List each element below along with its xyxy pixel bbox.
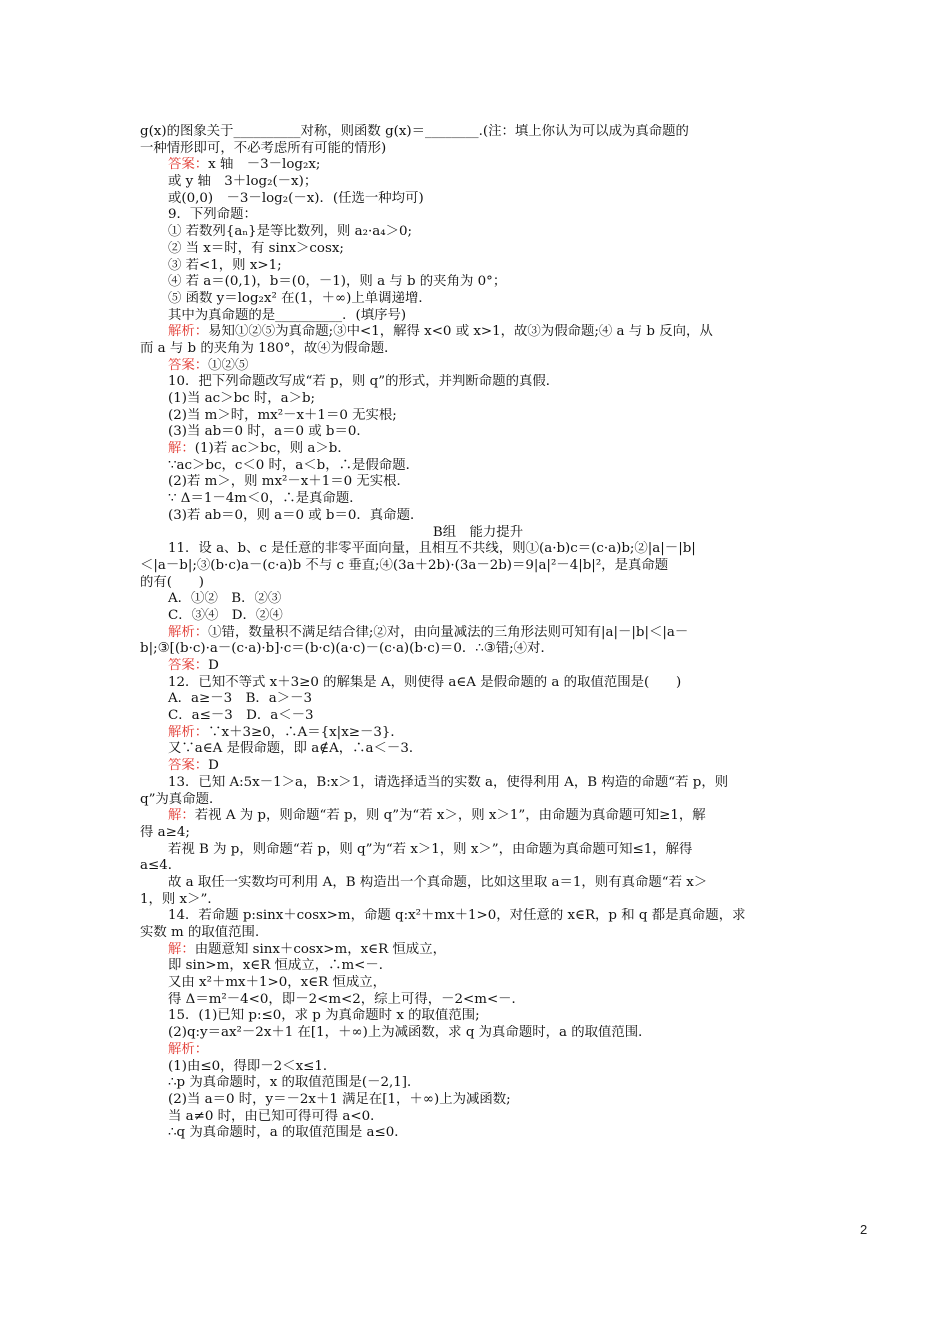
text-line [140, 691, 816, 708]
line-text: 由题意知 sinx＋cosx>m，x∈R 恒成立， [194, 941, 446, 957]
text-line [140, 758, 816, 775]
line-text: C．③④ D．②④ [168, 607, 283, 623]
text-line [140, 1025, 816, 1042]
text-line [140, 658, 816, 675]
text-line [140, 708, 816, 725]
line-text: ①②⑤ [208, 357, 249, 373]
line-text: 即 sin>m，x∈R 恒成立，∴m<－． [168, 958, 393, 974]
line-text: (3)当 ab＝0 时，a＝0 或 b＝0． [168, 424, 370, 440]
text-line [140, 157, 816, 174]
line-text: 一种情形即可，不必考虑所有可能的情形) [140, 140, 387, 156]
text-line [140, 424, 816, 441]
line-text: 的有( ) [140, 574, 205, 590]
line-text: x 轴 －3－log₂x; [208, 157, 321, 173]
text-line [140, 141, 816, 158]
text-line [140, 458, 816, 475]
line-text: 实数 m 的取值范围． [140, 925, 269, 940]
line-text: ⑤ 函数 y＝log₂x² 在(1，＋∞)上单调递增． [168, 290, 432, 306]
line-text: (2)若 m＞，则 mx²－x＋1＝0 无实根． [168, 474, 410, 490]
line-text: 而 a 与 b 的夹角为 180°，故④为假命题． [140, 340, 398, 356]
text-line [140, 408, 816, 425]
page-number: 2 [860, 1222, 868, 1237]
line-text: (2)当 m＞时，mx²－x＋1＝0 无实根; [168, 407, 397, 423]
text-line [140, 858, 816, 875]
line-text: ② 当 x＝时，有 sinx＞cosx; [168, 240, 344, 256]
document-body [140, 124, 816, 1142]
line-text: A．①② B．②③ [168, 591, 282, 607]
line-text: ④ 若 a＝(0,1)，b＝(0，－1)，则 a 与 b 的夹角为 0°； [168, 274, 507, 290]
line-text: 15．(1)已知 p:≤0，求 p 为真命题时 x 的取值范围; [168, 1008, 480, 1024]
text-line [140, 207, 816, 224]
answer-label: 解： [168, 941, 195, 957]
line-text: ∵ac＞bc，c＜0 时，a＜b，∴是假命题． [168, 457, 419, 473]
line-text: ∴q 为真命题时，a 的取值范围是 a≤0． [168, 1125, 408, 1141]
answer-label: 答案： [168, 658, 209, 673]
line-text: 9．下列命题： [168, 207, 257, 223]
line-text: 又∵a∈A 是假命题，即 a∉A，∴a＜－3． [168, 741, 423, 757]
text-line [140, 124, 816, 141]
text-line [140, 808, 816, 825]
line-text: (3)若 ab＝0，则 a＝0 或 b＝0．真命题． [168, 507, 424, 523]
section-heading [140, 525, 816, 542]
answer-label: 答案： [168, 357, 209, 373]
text-line [140, 358, 816, 375]
text-line [140, 441, 816, 458]
line-text: 12．已知不等式 x＋3≥0 的解集是 A，则使得 a∈A 是假命题的 a 的取值范围是( ) [168, 674, 682, 690]
text-line [140, 1125, 816, 1142]
line-text: 又由 x²＋mx＋1>0，x∈R 恒成立， [168, 975, 387, 991]
text-line [140, 241, 816, 258]
answer-label: 解析： [168, 324, 209, 340]
text-line [140, 374, 816, 391]
line-text: 若视 A 为 p，则命题“若 p，则 q”为“若 x＞，则 x＞1”，由命题为真命题可知≥1，解 [194, 808, 706, 824]
text-line [140, 191, 816, 208]
text-line [140, 842, 816, 859]
text-line [140, 308, 816, 325]
text-line [140, 541, 816, 558]
line-text: 13．已知 A:5x－1＞a，B:x＞1，请选择适当的实数 a，使得利用 A，B 构造的命题“若 p，则 [168, 774, 729, 790]
text-line [140, 391, 816, 408]
line-text: ＜|a－b|;③(b·c)a－(c·a)b 不与 c 垂直;④(3a＋2b)·(3a－2b)＝9|a|²－4|b|²，是真命题 [140, 557, 669, 573]
line-text: 1，则 x＞”． [140, 891, 221, 907]
line-text: 其中为真命题的是__________．(填序号) [168, 307, 407, 323]
text-line [140, 908, 816, 925]
text-line [140, 291, 816, 308]
text-line [140, 825, 816, 842]
line-text: (1)当 ac＞bc 时，a＞b; [168, 391, 316, 406]
line-text: ∵x＋3≥0，∴A＝{x|x≥－3}． [208, 724, 404, 740]
text-line [140, 1109, 816, 1126]
text-line [140, 875, 816, 892]
text-line [140, 324, 816, 341]
text-line [140, 925, 816, 942]
text-line [140, 608, 816, 625]
text-line [140, 258, 816, 275]
text-line [140, 892, 816, 909]
line-text: 11．设 a、b、c 是任意的非零平面向量，且相互不共线，则①(a·b)c＝(c·a)b;②|a|－|b| [168, 541, 696, 557]
text-line [140, 575, 816, 592]
text-line [140, 975, 816, 992]
line-text: 或 y 轴 3＋log₂(－x)； [168, 174, 318, 190]
text-line [140, 675, 816, 692]
text-line [140, 591, 816, 608]
text-line [140, 1008, 816, 1025]
answer-label: 解： [168, 441, 195, 457]
text-line [140, 508, 816, 525]
line-text: 14．若命题 p:sinx＋cosx>m，命题 q:x²＋mx＋1>0，对任意的 x∈R，p 和 q 都是真命题，求 [168, 908, 746, 924]
text-line [140, 274, 816, 291]
line-text: ∴p 为真命题时，x 的取值范围是(－2,1]． [168, 1075, 421, 1091]
text-line [140, 992, 816, 1009]
answer-label: 解析： [168, 1041, 209, 1057]
line-text: ③ 若<1，则 x>1; [168, 257, 282, 273]
line-text: (1)由≤0，得即－2＜x≤1． [168, 1058, 337, 1074]
text-line [140, 474, 816, 491]
text-line [140, 341, 816, 358]
answer-label: 解析： [168, 724, 209, 740]
text-line [140, 625, 816, 642]
line-text: g(x)的图象关于__________对称，则函数 g(x)＝________.(注：填上你认为可以成为真命题的 [140, 124, 689, 139]
line-text: A．a≥－3 B．a＞－3 [168, 691, 313, 707]
line-text: 若视 B 为 p，则命题“若 p，则 q”为“若 x＞1，则 x＞”，由命题为真命题可知≤1，解得 [168, 841, 693, 857]
text-line [140, 942, 816, 959]
line-text: 得 a≥4; [140, 824, 190, 840]
answer-label: 解析： [168, 624, 209, 640]
text-line [140, 224, 816, 241]
answer-label: 答案： [168, 758, 209, 774]
answer-label: 解： [168, 808, 195, 824]
text-line [140, 491, 816, 508]
text-line [140, 958, 816, 975]
text-line [140, 1075, 816, 1092]
line-text: (1)若 ac＞bc，则 a＞b． [194, 441, 351, 457]
line-text: ①错，数量积不满足结合律;②对，由向量减法的三角形法则可知有|a|－|b|＜|a－ [208, 624, 689, 640]
text-line [140, 1092, 816, 1109]
text-line [140, 1059, 816, 1076]
line-text: (2)当 a＝0 时，y＝－2x＋1 满足在[1，＋∞)上为减函数; [168, 1091, 511, 1107]
line-text: 得 Δ＝m²－4<0，即－2<m<2，综上可得，－2<m<－． [168, 991, 525, 1007]
line-text: 或(0,0) －3－log₂(－x)．(任选一种均可) [168, 190, 424, 206]
line-text: ① 若数列{aₙ}是等比数列，则 a₂·a₄＞0; [168, 224, 413, 240]
line-text: D [208, 758, 219, 774]
text-line [140, 775, 816, 792]
line-text: B组 能力提升 [432, 524, 524, 540]
line-text: b|;③[(b·c)·a－(c·a)·b]·c＝(b·c)(a·c)－(c·a)(b·c)＝0．∴③错;④对． [140, 641, 554, 657]
line-text: D [208, 658, 219, 673]
text-line [140, 174, 816, 191]
line-text: q”为真命题． [140, 791, 223, 807]
line-text: 故 a 取任一实数均可利用 A，B 构造出一个真命题，比如这里取 a＝1，则有真命题“若 x＞ [168, 874, 708, 890]
line-text: a≤4． [140, 858, 182, 874]
text-line [140, 792, 816, 809]
text-line [140, 1042, 816, 1059]
line-text: 易知①②⑤为真命题;③中<1，解得 x<0 或 x>1，故③为假命题;④ a 与 b 反向，从 [208, 324, 713, 340]
text-line [140, 725, 816, 742]
line-text: C．a≤－3 D．a＜－3 [168, 708, 314, 724]
text-line [140, 741, 816, 758]
answer-label: 答案： [168, 157, 209, 173]
line-text: (2)q:y＝ax²－2x＋1 在[1，＋∞)上为减函数，求 q 为真命题时，a 的取值范围． [168, 1025, 652, 1041]
line-text: ∵ Δ＝1－4m＜0，∴是真命题． [168, 491, 363, 507]
line-text: 10．把下列命题改写成“若 p，则 q”的形式，并判断命题的真假． [168, 374, 560, 390]
line-text: 当 a≠0 时，由已知可得可得 a<0． [168, 1108, 384, 1124]
text-line [140, 558, 816, 575]
text-line [140, 641, 816, 658]
